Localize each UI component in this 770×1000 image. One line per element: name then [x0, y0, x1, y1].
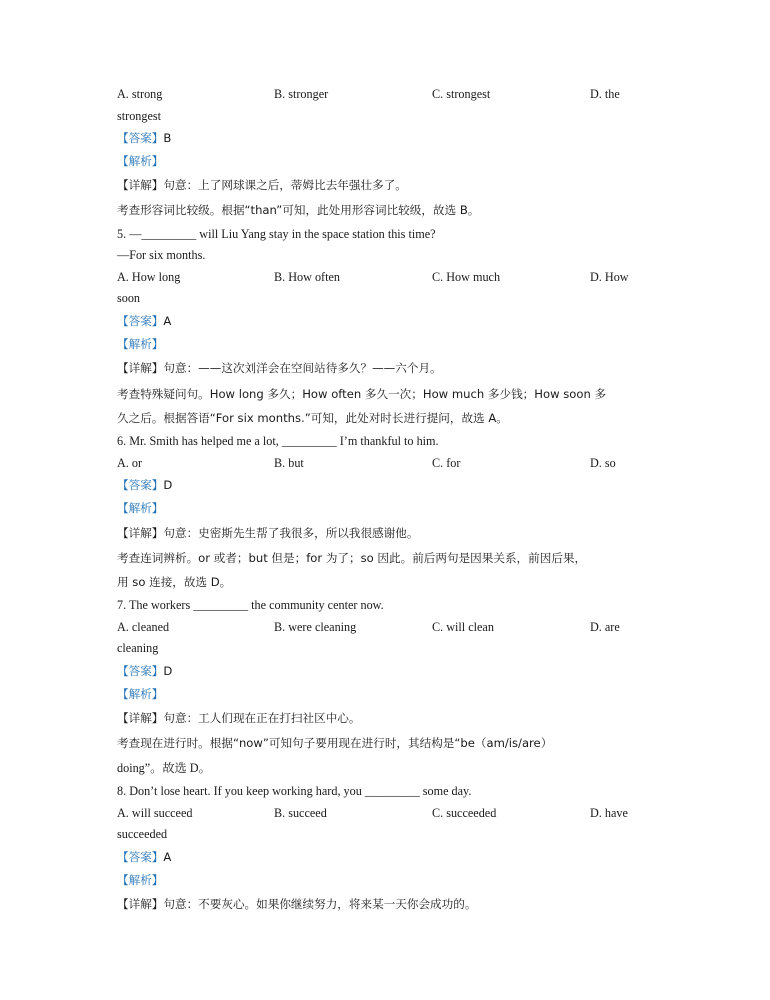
q6-explain-2: 用 so 连接，故选 D。: [117, 575, 232, 589]
q4-answer: [117, 130, 171, 146]
q6-answer: [117, 477, 172, 493]
q4-option-b: B. stronger: [274, 87, 329, 101]
detail-tag: 【详解】: [117, 897, 164, 911]
answer-tag: 【答案】: [117, 850, 164, 864]
answer-tag: 【答案】: [117, 664, 164, 678]
detail-text: 句意：上了网球课之后，蒂姆比去年强壮多了。: [163, 178, 407, 192]
answer-value: A: [163, 314, 172, 328]
answer-value: D: [163, 664, 173, 678]
q5-stem-answer: —For six months.: [117, 248, 206, 262]
q7-option-b: B. were cleaning: [274, 620, 357, 634]
q4-analysis-tag: 【解析】: [117, 154, 164, 168]
q5-option-a: A. How long: [117, 270, 181, 284]
q7-explain-2: doing”。故选 D。: [117, 761, 211, 775]
q8-option-b: B. succeed: [274, 806, 327, 820]
detail-text: 句意：——这次刘洋会在空间站待多久？——六个月。: [163, 361, 442, 375]
q8-option-a: A. will succeed: [117, 806, 193, 820]
answer-tag: 【答案】: [117, 478, 164, 492]
q4-option-a: A. strong: [117, 87, 163, 101]
q5-explain-1: 考查特殊疑问句。How long 多久；How often 多久一次；How much 多少钱；How soon 多: [117, 387, 607, 401]
q7-analysis-tag: 【解析】: [117, 687, 164, 701]
detail-text: 句意：工人们现在正在打扫社区中心。: [163, 711, 361, 725]
q7-detail: [117, 710, 361, 726]
q5-analysis-tag: 【解析】: [117, 337, 164, 351]
q6-option-b: B. but: [274, 456, 304, 470]
q6-detail: [117, 525, 418, 541]
q6-analysis-tag: 【解析】: [117, 501, 164, 515]
answer-value: B: [163, 131, 172, 145]
detail-tag: 【详解】: [117, 711, 164, 725]
q7-explain-1: 考查现在进行时。根据“now”可知句子要用现在进行时，其结构是“be（am/is/are）: [117, 736, 553, 750]
q7-option-a: A. cleaned: [117, 620, 170, 634]
q6-option-c: C. for: [432, 456, 461, 470]
q5-stem: 5. —_________ will Liu Yang stay in the space station this time?: [117, 227, 436, 241]
detail-text: 句意：史密斯先生帮了我很多，所以我很感谢他。: [163, 526, 419, 540]
q4-option-c: C. strongest: [432, 87, 491, 101]
q5-explain-2: 久之后。根据答语“For six months.”可知，此处对时长进行提问，故选 A。: [117, 411, 508, 425]
q4-option-wrap: strongest: [117, 109, 162, 123]
q5-option-d: D. How: [590, 270, 629, 284]
q6-explain-1: 考查连词辨析。or 或者；but 但是；for 为了；so 因此。前后两句是因果关系，前因后果，: [117, 551, 587, 565]
q8-detail: [117, 896, 476, 912]
answer-tag: 【答案】: [117, 314, 164, 328]
q4-explain: 考查形容词比较级。根据“than”可知，此处用形容词比较级，故选 B。: [117, 203, 480, 217]
q7-option-wrap: cleaning: [117, 641, 159, 655]
q6-stem: 6. Mr. Smith has helped me a lot, _________ I’m thankful to him.: [117, 434, 439, 448]
answer-value: A: [163, 850, 172, 864]
q5-answer: [117, 313, 171, 329]
detail-tag: 【详解】: [117, 361, 164, 375]
q6-option-a: A. or: [117, 456, 143, 470]
q8-stem: 8. Don’t lose heart. If you keep working hard, you _________ some day.: [117, 784, 472, 798]
q8-option-c: C. succeeded: [432, 806, 497, 820]
q5-option-b: B. How often: [274, 270, 341, 284]
q6-option-d: D. so: [590, 456, 616, 470]
q5-option-wrap: soon: [117, 291, 141, 305]
q4-detail: [117, 177, 407, 193]
q8-analysis-tag: 【解析】: [117, 873, 164, 887]
q5-detail: [117, 360, 442, 376]
q4-option-d: D. the: [590, 87, 620, 101]
q5-option-c: C. How much: [432, 270, 501, 284]
q8-option-d: D. have: [590, 806, 628, 820]
q7-option-c: C. will clean: [432, 620, 494, 634]
q7-option-d: D. are: [590, 620, 620, 634]
q8-option-wrap: succeeded: [117, 827, 168, 841]
q8-answer: [117, 849, 171, 865]
detail-text: 句意：不要灰心。如果你继续努力，将来某一天你会成功的。: [163, 897, 477, 911]
q7-stem: 7. The workers _________ the community center now.: [117, 598, 384, 612]
answer-value: D: [163, 478, 173, 492]
detail-tag: 【详解】: [117, 178, 164, 192]
answer-tag: 【答案】: [117, 131, 164, 145]
q7-answer: [117, 663, 172, 679]
detail-tag: 【详解】: [117, 526, 164, 540]
